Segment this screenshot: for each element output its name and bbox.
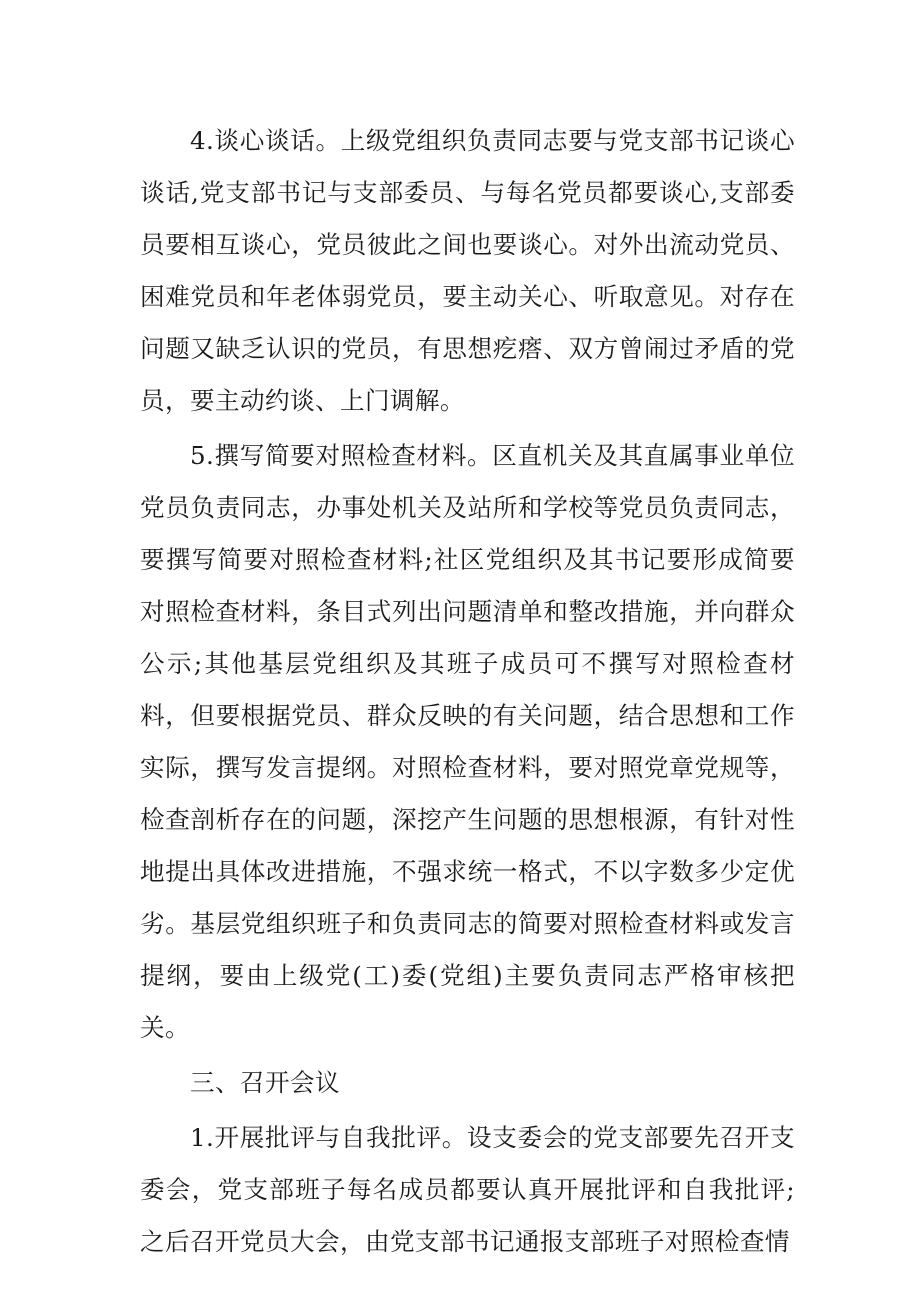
paragraph-self-examination-materials: 5.撰写简要对照检查材料。区直机关及其直属事业单位党员负责同志，办事处机关及站所和学校等党员负责同志，要撰写简要对照检查材料;社区党组织及其书记要形成简要对照检查材料，条目式列出问题清单和整改措施，并向群众公示;其他基层党组织及其班子成员可不撰写对照检查材料，但要根据党员、群众反映的有关问题，结合思想和工作实际，撰写发言提纲。对照检查材料，要对照党章党规等，检查剖析存在的问题，深挖产生问题的思想根源，有针对性地提出具体改进措施，不强求统一格式，不以字数多少定优劣。基层党组织班子和负责同志的简要对照检查材料或发言提纲，要由上级党(工)委(党组)主要负责同志严格审核把关。	[140, 441, 795, 1042]
section-heading-convene-meeting: 三、召开会议	[190, 1068, 340, 1097]
document-body	[140, 115, 795, 1271]
paragraph-criticism-self-criticism: 1.开展批评与自我批评。设支委会的党支部要先召开支委会，党支部班子每名成员都要认真开展批评和自我批评;之后召开党员大会，由党支部书记通报支部班子对照检查情	[140, 1123, 795, 1256]
paragraph-heart-to-heart-talks: 4.谈心谈话。上级党组织负责同志要与党支部书记谈心谈话,党支部书记与支部委员、与每名党员都要谈心,支部委员要相互谈心，党员彼此之间也要谈心。对外出流动党员、困难党员和年老体弱党员，要主动关心、听取意见。对存在问题又缺乏认识的党员，有思想疙瘩、双方曾闹过矛盾的党员，要主动约谈、上门调解。	[140, 126, 795, 415]
